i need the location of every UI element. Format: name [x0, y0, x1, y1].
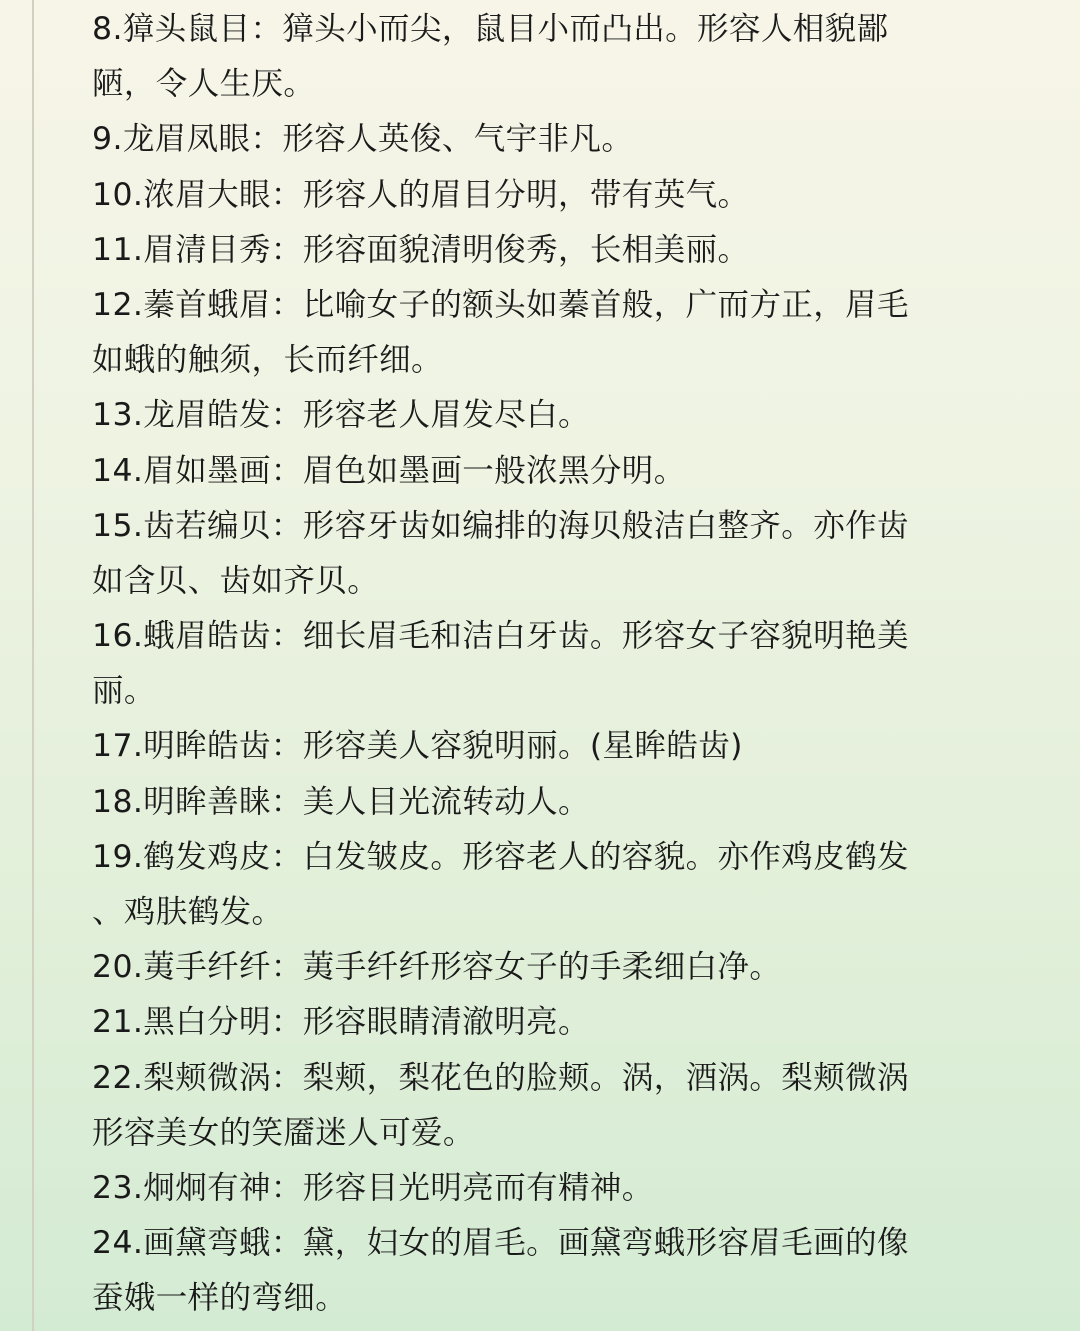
left-margin-rule	[32, 0, 34, 1331]
text-line: 12.蓁首蛾眉：比喻女子的额头如蓁首般，广而方正，眉毛	[92, 286, 909, 323]
text-line: 陋，令人生厌。	[92, 66, 316, 103]
text-line: 22.梨颊微涡：梨颊，梨花色的脸颊。涡，酒涡。梨颊微涡	[92, 1059, 909, 1096]
text-line: 如蛾的触须，长而纤细。	[92, 342, 443, 379]
idiom-list	[92, 2, 992, 1327]
text-line: 23.炯炯有神：形容目光明亮而有精神。	[92, 1169, 654, 1206]
text-line: 9.龙眉凤眼：形容人英俊、气宇非凡。	[92, 121, 634, 158]
text-line: 24.画黛弯蛾：黛，妇女的眉毛。画黛弯蛾形容眉毛画的像	[92, 1225, 909, 1262]
text-line: 18.明眸善睐：美人目光流转动人。	[92, 783, 590, 820]
text-line: 20.荑手纤纤：荑手纤纤形容女子的手柔细白净。	[92, 949, 782, 986]
text-line: 形容美女的笑靥迷人可爱。	[92, 1114, 475, 1151]
text-line: 11.眉清目秀：形容面貌清明俊秀，长相美丽。	[92, 231, 750, 268]
text-line: 17.明眸皓齿：形容美人容貌明丽。(星眸皓齿)	[92, 728, 743, 765]
text-line: 21.黑白分明：形容眼睛清澈明亮。	[92, 1004, 590, 1041]
text-line: 16.蛾眉皓齿：细长眉毛和洁白牙齿。形容女子容貌明艳美	[92, 618, 909, 655]
text-line: 、鸡肤鹤发。	[92, 894, 284, 930]
text-line: 丽。	[92, 673, 156, 710]
text-line: 8.獐头鼠目：獐头小而尖，鼠目小而凸出。形容人相貌鄙	[92, 11, 889, 47]
text-line: 10.浓眉大眼：形容人的眉目分明，带有英气。	[92, 176, 750, 213]
text-line: 14.眉如墨画：眉色如墨画一般浓黑分明。	[92, 452, 686, 489]
text-line: 蚕娥一样的弯细。	[92, 1280, 348, 1317]
text-line: 13.龙眉皓发：形容老人眉发尽白。	[92, 397, 590, 434]
text-line: 15.齿若编贝：形容牙齿如编排的海贝般洁白整齐。亦作齿	[92, 507, 909, 544]
text-line: 如含贝、齿如齐贝。	[92, 562, 380, 599]
text-line: 19.鹤发鸡皮：白发皱皮。形容老人的容貌。亦作鸡皮鹤发	[92, 838, 909, 875]
